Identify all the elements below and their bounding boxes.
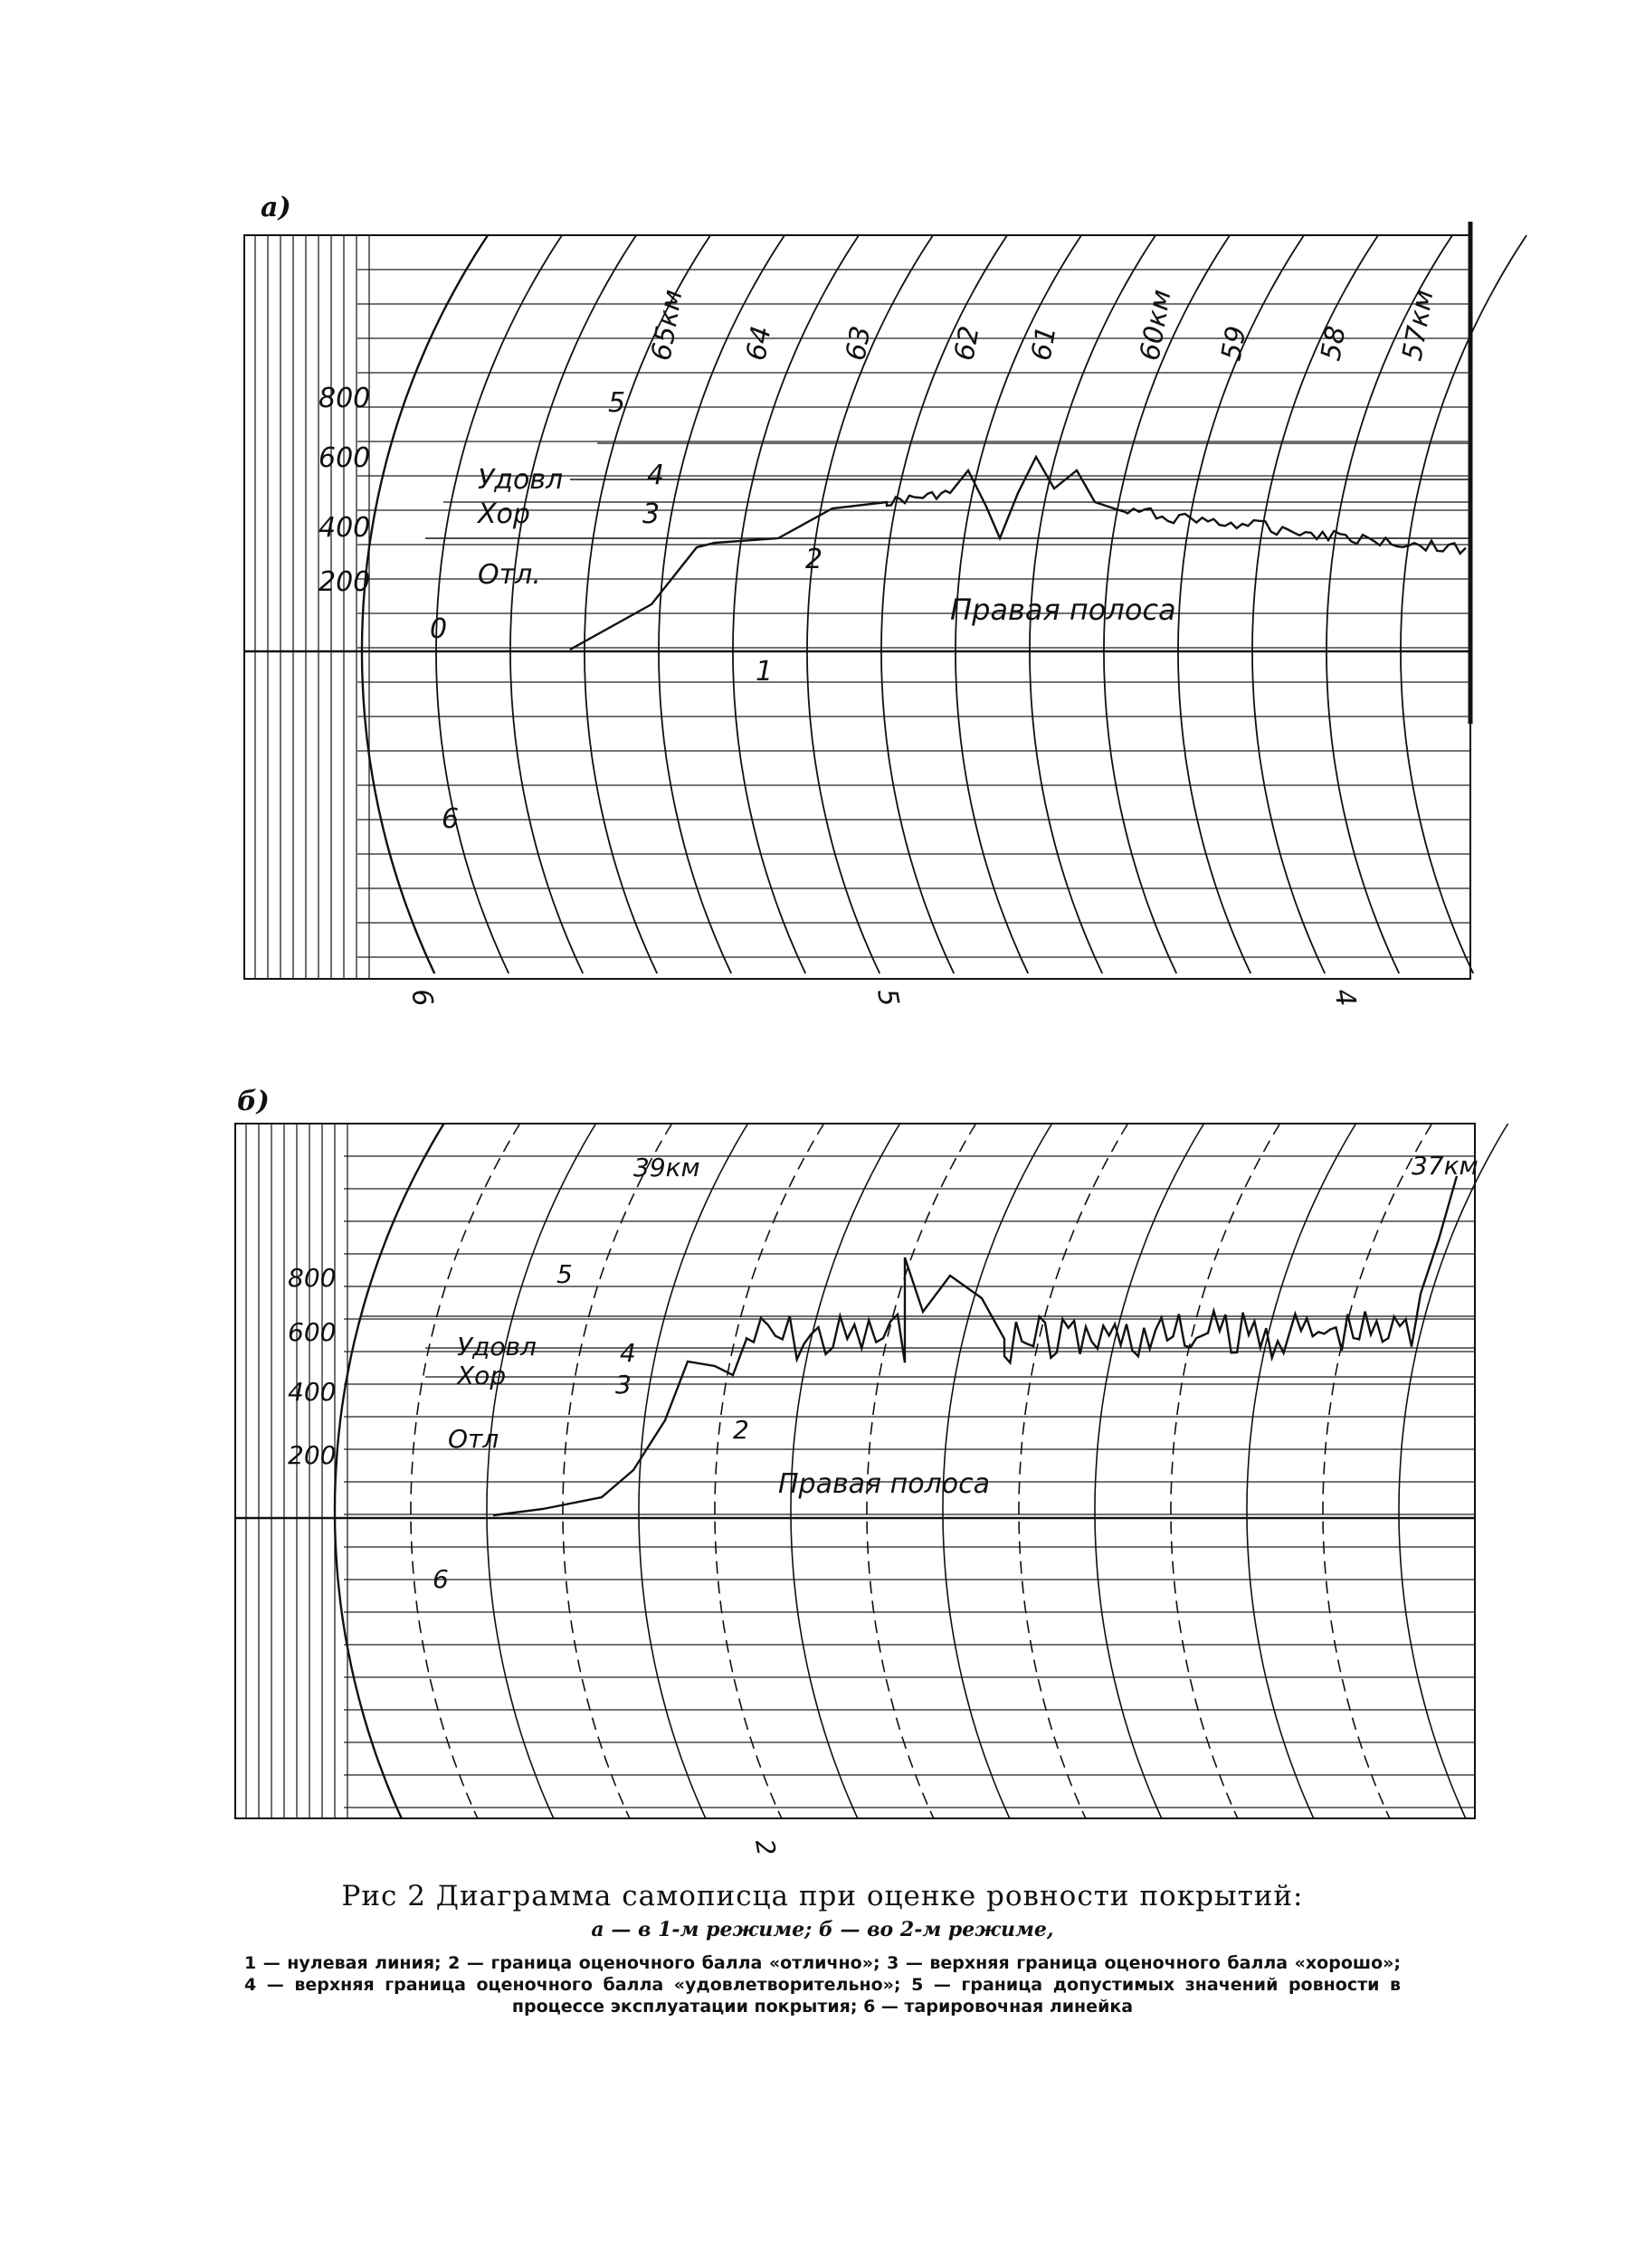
grade-label-otl: Отл [448, 1424, 499, 1454]
scale-label: 400 [319, 512, 371, 544]
callout-label: 4 [647, 460, 665, 491]
time-arc [1399, 1124, 1508, 1818]
recorder-chart-b [0, 1040, 1645, 1858]
panel-b-label: б) [237, 1086, 270, 1117]
scale-label: 200 [319, 566, 371, 598]
scale-label: 800 [319, 383, 371, 414]
callout-label: 5 [556, 1259, 573, 1289]
bottom-time-label: 4 [1327, 986, 1362, 1010]
km-label: 65км [645, 287, 689, 364]
scale-label: 600 [288, 1317, 337, 1347]
callout-label: 6 [442, 803, 460, 835]
lane-label: Правая полоса [950, 593, 1176, 627]
callout-label: 1 [756, 656, 774, 688]
grade-label-otl: Отл. [478, 559, 541, 591]
figure-caption-legend: 1 — нулевая линия; 2 — граница оценочного балла «отлично»; 3 — верхняя граница оценочного балла «хорошо»; 4 — верхняя граница оценочного балла «удовлетворительно»; 5 — граница допустимых значений ровности в процессе эксплуатации покрытия; 6 — тарировочная линейка [244, 1953, 1401, 2017]
grade-label-khor: Хор [478, 498, 530, 530]
time-arc [436, 235, 562, 973]
km-label: 58 [1315, 323, 1353, 364]
km-label: 59 [1215, 323, 1253, 364]
calibration-ruler-arc [362, 235, 488, 973]
callout-label: 3 [615, 1370, 632, 1400]
callout-label: 2 [805, 544, 823, 575]
panel-a-label: а) [261, 192, 291, 223]
scale-label: 600 [319, 442, 371, 474]
time-arc [411, 1124, 520, 1818]
calibration-ruler-arc [335, 1124, 444, 1818]
recorder-chart-a [0, 0, 1645, 1013]
scale-label: 0 [430, 613, 448, 645]
time-arc [639, 1124, 748, 1818]
time-arc [1171, 1124, 1280, 1818]
scale-label: 200 [288, 1440, 337, 1470]
figure-caption-title: Рис 2 Диаграмма самописца при оценке ровности покрытий: [341, 1880, 1304, 1912]
recorder-trace-b [493, 1176, 1457, 1515]
figure-caption-subtitle: а — в 1-м режиме; б — во 2-м режиме, [591, 1918, 1054, 1941]
time-arc [1247, 1124, 1356, 1818]
time-arc [1323, 1124, 1432, 1818]
time-arc [510, 235, 636, 973]
time-arc [487, 1124, 596, 1818]
km-label: 37км [1412, 1151, 1479, 1181]
km-label: 63 [840, 323, 878, 364]
time-arc [1019, 1124, 1128, 1818]
callout-label: 5 [608, 387, 626, 419]
grade-label-udovl: Удовл [457, 1332, 537, 1362]
bottom-time-label: 2 [749, 1836, 782, 1858]
grade-label-udovl: Удовл [478, 464, 564, 496]
km-label: 39км [633, 1153, 700, 1182]
bottom-time-label: 5 [870, 986, 905, 1010]
callout-label: 2 [733, 1415, 749, 1445]
time-arc [1252, 235, 1378, 973]
km-label: 64 [740, 323, 778, 364]
callout-label: 4 [620, 1338, 636, 1368]
time-arc [1095, 1124, 1204, 1818]
time-arc [362, 235, 488, 973]
km-label: 57км [1396, 287, 1441, 364]
callout-label: 6 [433, 1564, 449, 1594]
km-label: 61 [1025, 323, 1063, 364]
km-label: 62 [948, 323, 986, 364]
callout-label: 3 [642, 498, 661, 530]
time-arc [335, 1124, 444, 1818]
scale-label: 400 [288, 1377, 337, 1407]
grade-label-khor: Хор [457, 1361, 507, 1390]
scale-label: 800 [288, 1263, 337, 1293]
km-label: 60км [1134, 287, 1178, 364]
lane-label: Правая полоса [778, 1468, 991, 1500]
bottom-time-label: 6 [404, 986, 439, 1010]
time-arc [563, 1124, 672, 1818]
